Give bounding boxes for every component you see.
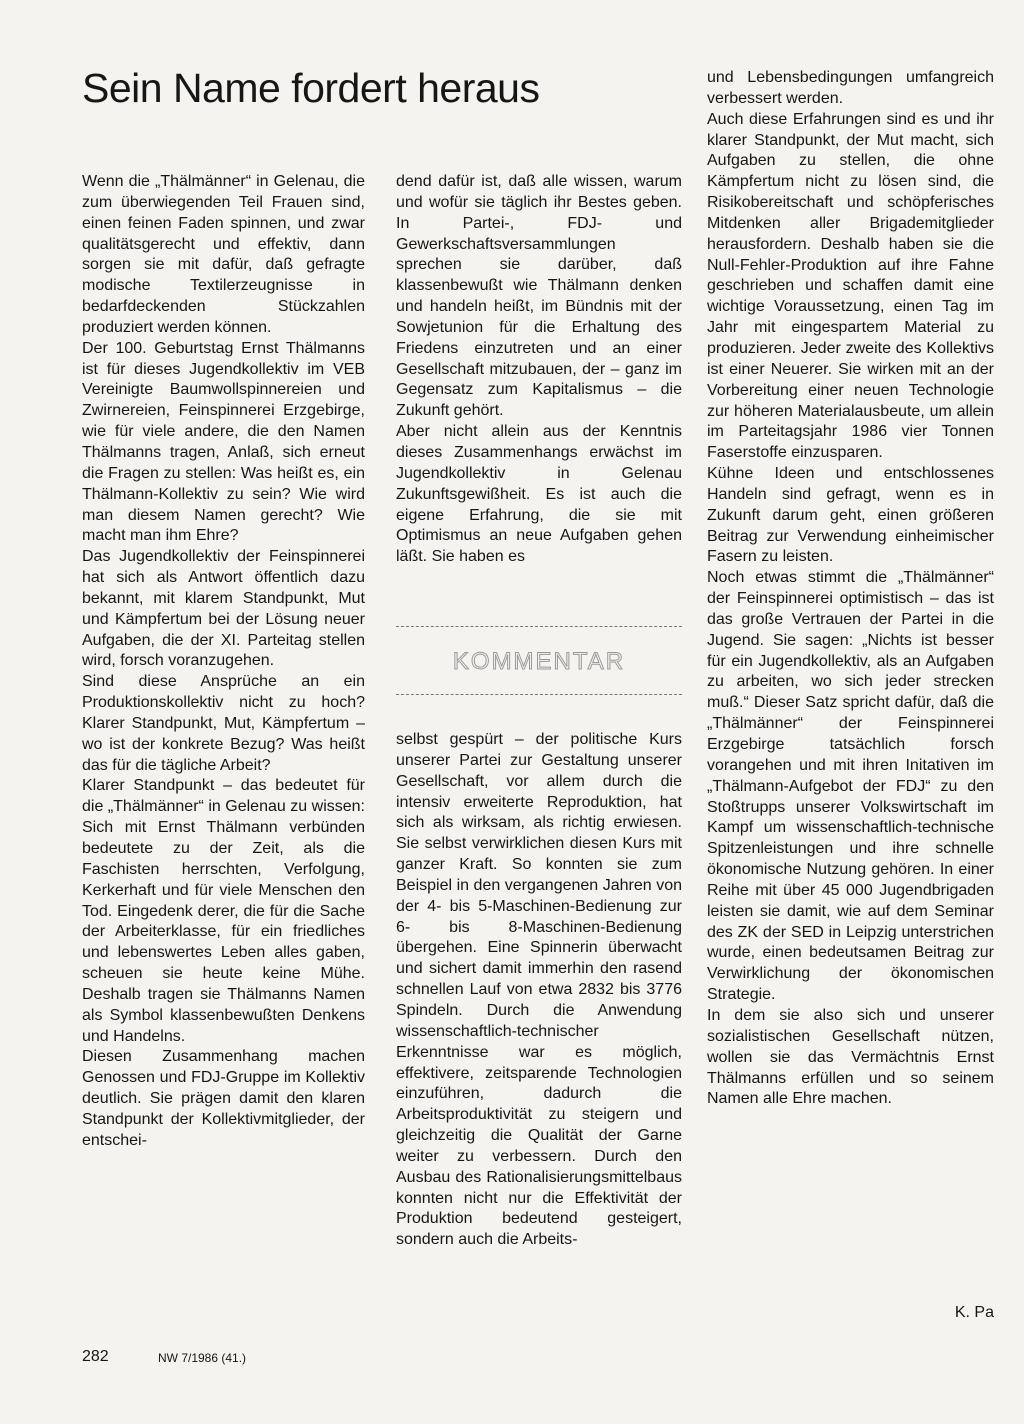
author-signature: K. Pa (954, 1304, 994, 1321)
divider (396, 694, 682, 695)
article-column-2-top (396, 172, 682, 568)
paragraph: In dem sie also sich und unserer sozialistischen Gesellschaft nützen, wollen sie das Vermächtnis Ernst Thälmanns erfüllen und so seinem Namen alle Ehre machen. (707, 1006, 994, 1108)
article-column-1 (82, 172, 365, 1152)
paragraph: Kühne Ideen und entschlossenes Handeln sind gefragt, wenn es in Zukunft darum geht, einen größeren Beitrag zur Verwendung einheimischer Fasern zu leisten. (707, 465, 994, 566)
article-title: Sein Name fordert heraus (82, 65, 540, 111)
paragraph: Der 100. Geburtstag Ernst Thälmanns ist für dieses Jugendkollektiv im VEB Vereinigte Baumwollspinnereien und Zwirnereien, Feinspinnerei Erzgebirge, wie für viele andere, die den Namen Thälmanns tragen, Anlaß, sich erneut die Fragen zu stellen: Was heißt es, ein Thälmann-Kollektiv zu sein? Wie wird man diesem Namen gerecht? Wie macht man ihm Ehre? (82, 339, 365, 545)
issue-reference: NW 7/1986 (41.) (158, 1351, 247, 1365)
paragraph: Aber nicht allein aus der Kenntnis dieses Zusammenhangs erwächst im Jugendkollektiv in Gelenau Zukunftsgewißheit. Es ist auch die eigene Erfahrung, die sie mit Optimismus an neue Aufgaben gehen läßt. Sie haben es (396, 423, 682, 566)
article-column-2-bottom (396, 730, 682, 1251)
paragraph: Diesen Zusammenhang machen Genossen und FDJ-Gruppe im Kollektiv deutlich. Sie prägen damit den klaren Standpunkt der Kollektivmitglieder, der entschei- (82, 1048, 365, 1149)
paragraph: Sind diese Ansprüche an ein Produktionskollektiv nicht zu hoch? Klarer Standpunkt, Mut, Kämpfertum – wo ist der konkrete Bezug? Was heißt das für die tägliche Arbeit? (82, 673, 365, 774)
paragraph: und Lebensbedingungen umfangreich verbessert werden. (707, 69, 994, 107)
divider (396, 626, 682, 627)
kommentar-box (396, 626, 682, 698)
paragraph: Auch diese Erfahrungen sind es und ihr klarer Standpunkt, der Mut macht, sich Aufgaben zu stellen, die ohne Kämpfertum nicht zu lösen sind, die Risikobereitschaft und schöpferisches Mitdenken aller Brigademitglieder herausfordern. Deshalb haben sie die Null-Fehler-Produktion auf ihre Fahne geschrieben und schaffen damit eine wichtige Voraussetzung, einen Tag im Jahr mit eingespartem Material zu produzieren. Jeder zweite des Kollektivs ist einer Neuerer. Sie wirken mit an der Vorbereitung einer neuen Technologie zur höheren Materialausbeute, um allein im Parteitagsjahr 1986 vier Tonnen Faserstoffe einzusparen. (707, 110, 994, 462)
paragraph: Das Jugendkollektiv der Feinspinnerei hat sich als Antwort öffentlich dazu bekannt, mit klarem Standpunkt, Mut und Kämpfertum bei der Lösung neuer Aufgaben, die der XI. Parteitag stellen wird, forsch voranzugehen. (82, 548, 365, 670)
kommentar-label: KOMMENTAR (452, 648, 626, 675)
paragraph: Noch etwas stimmt die „Thälmänner“ der Feinspinnerei optimistisch – das ist das große Vertrauen der Partei in die Jugend. Sie sagen: „Nichts ist besser für ein Jugendkollektiv, als an Aufgaben zu arbeiten, wo sich jeder strecken muß.“ Dieser Satz spricht dafür, daß die „Thälmänner“ der Feinspinnerei Erzgebirge tatsächlich forsch vorangehen und mit ihren Initativen im „Thälmann-Aufgebot der FDJ“ zu den Stoßtrupps unserer Volkswirtschaft im Kampf um wissenschaftlich-technische Spitzenleistungen und ihre schnelle ökonomische Nutzung gehören. In einer Reihe mit über 45 000 Jugendbrigaden leisten sie damit, wie auf dem Seminar des ZK der SED in Leipzig unterstrichen wurde, einen bedeutsamen Beitrag zur Verwirklichung der ökonomischen Strategie. (707, 569, 994, 1004)
paragraph: Klarer Standpunkt – das bedeutet für die „Thälmänner“ in Gelenau zu wissen: Sich mit Ernst Thälmann verbünden bedeutete zu der Zeit, als die Faschisten herrschten, Verfolgung, Kerkerhaft und für viele Menschen den Tod. Eingedenk derer, die für die Sache der Arbeiterklasse, für ein friedliches und lebenswertes Leben alles gaben, scheuen sie heute keine Mühe. Deshalb tragen sie Thälmanns Namen als Symbol klassenbewußten Denkens und Handelns. (82, 777, 365, 1045)
paragraph: dend dafür ist, daß alle wissen, warum und wofür sie täglich ihr Bestes geben. In Partei-, FDJ- und Gewerkschaftsversammlungen sprechen sie darüber, daß klassenbewußt wie Thälmann denken und handeln heißt, im Bündnis mit der Sowjetunion für die Erhaltung des Friedens einzutreten und an einer Gesellschaft mitzubauen, der – ganz im Gegensatz zum Kapitalismus – die Zukunft gehört. (396, 173, 682, 420)
paragraph: selbst gespürt – der politische Kurs unserer Partei zur Gestaltung unserer Gesellschaft, vor allem durch die intensiv erweiterte Reproduktion, hat sich als wirksam, als richtig erwiesen. Sie selbst verwirklichen diesen Kurs mit ganzer Kraft. So konnten sie zum Beispiel in den vergangenen Jahren von der 4- bis 5-Maschinen-Bedienung zur 6- bis 8-Maschinen-Bedienung übergehen. Eine Spinnerin überwacht und sichert damit immerhin den rasend schnellen Lauf von etwa 2832 bis 3776 Spindeln. Durch die Anwendung wissenschaftlich-technischer Erkenntnisse war es möglich, effektivere, zeitsparende Technologien einzuführen, dadurch die Arbeitsproduktivität zu steigern und gleichzeitig die Qualität der Garne weiter zu verbessern. Durch den Ausbau des Rationalisierungsmittelbaus konnten nicht nur die Effektivität der Produktion bedeutend gesteigert, sondern auch die Arbeits- (396, 731, 682, 1249)
page-number: 282 (82, 1348, 109, 1365)
paragraph: Wenn die „Thälmänner“ in Gelenau, die zum überwiegenden Teil Frauen sind, einen feinen Faden spinnen, und zwar qualitätsgerecht und effektiv, dann sorgen sie mit dafür, daß gefragte modische Textilerzeugnisse in bedarfdeckenden Stückzahlen produziert werden können. (82, 173, 365, 336)
article-column-3 (707, 68, 994, 1110)
